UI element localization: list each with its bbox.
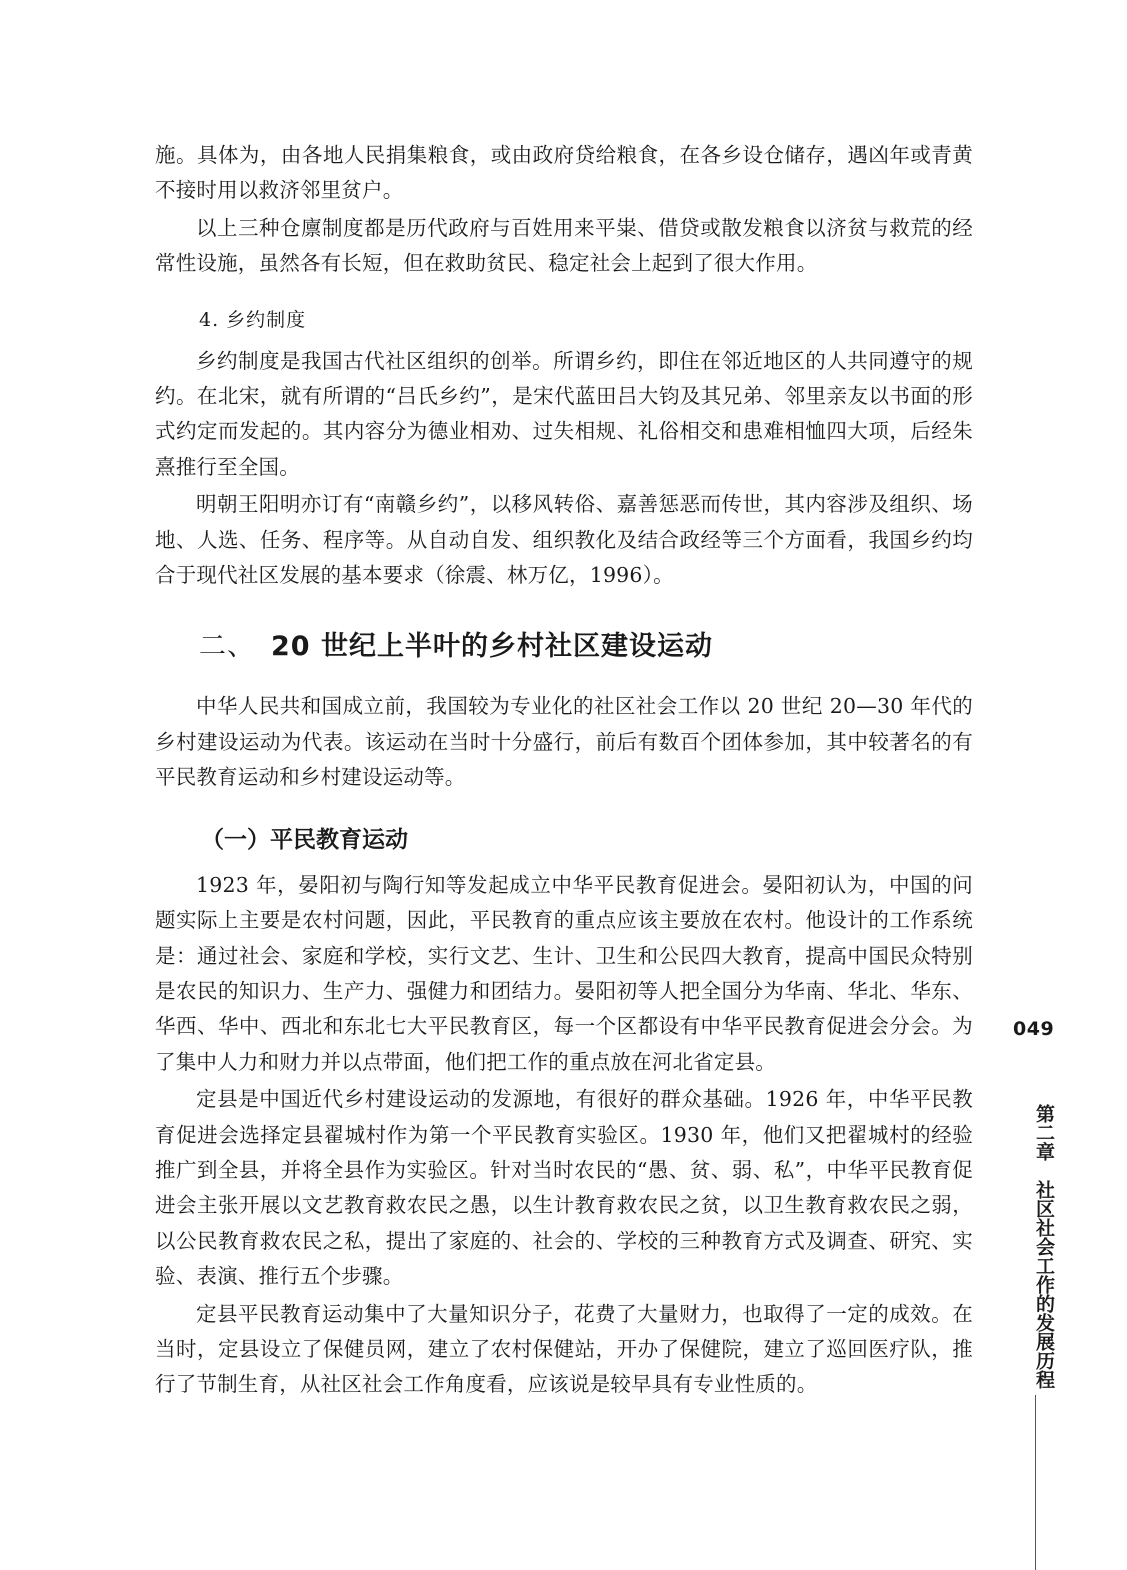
paragraph: 明朝王阳明亦订有“南赣乡约”，以移风转俗、嘉善惩恶而传世，其内容涉及组织、场地、人选、任务、程序等。从自动自发、组织教化及结合政经等三个方面看，我国乡约均合于现代社区发展的基本要求（徐震、林万亿，1996）。: [155, 492, 973, 588]
page-body: [155, 138, 973, 1405]
paragraph: 中华人民共和国成立前，我国较为专业化的社区社会工作以 20 世纪 20—30 年代的乡村建设运动为代表。该运动在当时十分盛行，前后有数百个团体参加，其中较著名的有平民教育运动和乡村建设运动等。: [155, 694, 973, 790]
paragraph: 施。具体为，由各地人民捐集粮食，或由政府贷给粮食，在各乡设仓储存，遇凶年或青黄不接时用以救济邻里贫户。: [155, 143, 973, 203]
section-heading: [155, 627, 973, 667]
paragraph: 乡约制度是我国古代社区组织的创举。所谓乡约，即住在邻近地区的人共同遵守的规约。在北宋，就有所谓的“吕氏乡约”，是宋代蓝田吕大钧及其兄弟、邻里亲友以书面的形式约定而发起的。其内容分为德业相劝、过失相规、礼俗相交和患难相恤四大项，后经朱熹推行至全国。: [155, 348, 973, 479]
section-title: 20 世纪上半叶的乡村社区建设运动: [271, 631, 713, 663]
chapter-running-head: [1016, 1096, 1056, 1396]
paragraph: 以上三种仓廪制度都是历代政府与百姓用来平粜、借贷或散发粮食以济贫与救荒的经常性设施，虽然各有长短，但在救助贫民、稳定社会上起到了很大作用。: [155, 215, 973, 276]
margin-rule: [1035, 1395, 1036, 1570]
paragraph: 定县是中国近代乡村建设运动的发源地，有很好的群众基础。1926 年，中华平民教育促进会选择定县翟城村作为第一个平民教育实验区。1930 年，他们又把翟城村的经验推广到全县，并将全县作为实验区。针对当时农民的“愚、贫、弱、私”，中华平民教育促进会主张开展以文艺教育救农民之愚，以生计教育救农民之贫，以卫生教育救农民之弱，以公民教育救农民之私，提出了家庭的、社会的、学校的三种教育方式及调查、研究、实验、表演、推行五个步骤。: [155, 1087, 973, 1289]
chapter-label: 第二章: [1033, 1103, 1055, 1161]
page-number: 049: [1013, 1018, 1055, 1040]
section-number: 二、: [199, 631, 255, 663]
paragraph: 定县平民教育运动集中了大量知识分子，花费了大量财力，也取得了一定的成效。在当时，定县设立了保健员网，建立了农村保健站，开办了保健院，建立了巡回医疗队，推行了节制生育，从社区社会工作角度看，应该说是较早具有专业性质的。: [155, 1301, 973, 1397]
subheading-xiangyue: 4. 乡约制度: [199, 308, 307, 331]
subsection-heading: （一）平民教育运动: [201, 826, 408, 853]
chapter-title: 社区社会工作的发展历程: [1033, 1179, 1055, 1389]
paragraph: 1923 年，晏阳初与陶行知等发起成立中华平民教育促进会。晏阳初认为，中国的问题实际上主要是农村问题，因此，平民教育的重点应该主要放在农村。他设计的工作系统是：通过社会、家庭和学校，实行文艺、生计、卫生和公民四大教育，提高中国民众特别是农民的知识力、生产力、强健力和团结力。晏阳初等人把全国分为华南、华北、华东、华西、华中、西北和东北七大平民教育区，每一个区都设有中华平民教育促进会分会。为了集中人力和财力并以点带面，他们把工作的重点放在河北省定县。: [155, 872, 973, 1074]
